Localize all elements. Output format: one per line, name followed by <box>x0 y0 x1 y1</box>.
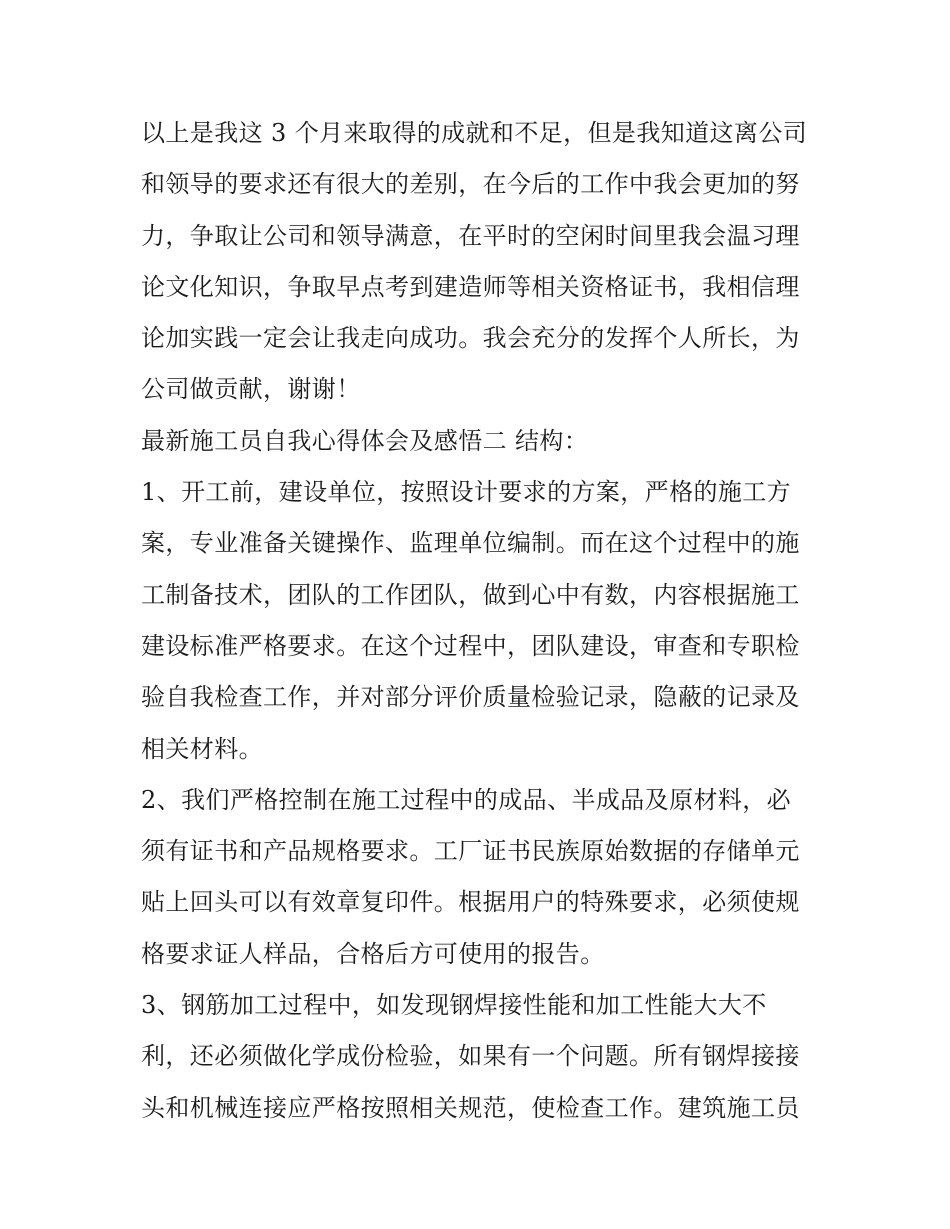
text-line: 和领导的要求还有很大的差别，在今后的工作中我会更加的努 <box>141 170 800 199</box>
text-line: 利，还必须做化学成份检验，如果有一个问题。所有钢焊接接 <box>141 1042 800 1071</box>
text-line: 以上是我这 3 个月来取得的成就和不足，但是我知道这离公司 <box>141 119 808 147</box>
text-line: 1、开工前，建设单位，按照设计要求的方案，严格的施工方 <box>141 478 792 507</box>
text-line: 力，争取让公司和领导满意，在平时的空闲时间里我会温习理 <box>141 221 800 250</box>
section-heading: 最新施工员自我心得体会及感悟二 结构： <box>141 426 589 455</box>
text-line: 2、我们严格控制在施工过程中的成品、半成品及原材料，必 <box>141 785 792 814</box>
text-line: 贴上回头可以有效章复印件。根据用户的特殊要求，必须使规 <box>141 888 800 917</box>
text-line: 工制备技术，团队的工作团队，做到心中有数，内容根据施工 <box>141 580 800 609</box>
text-line: 建设标准严格要求。在这个过程中，团队建设，审查和专职检 <box>141 631 800 660</box>
text-line: 论文化知识，争取早点考到建造师等相关资格证书，我相信理 <box>141 272 800 301</box>
text-line: 头和机械连接应严格按照相关规范，使检查工作。建筑施工员 <box>141 1093 800 1122</box>
document-body <box>141 108 821 1134</box>
text-line: 案，专业准备关键操作、监理单位编制。而在这个过程中的施 <box>141 529 800 558</box>
text-line: 格要求证人样品，合格后方可使用的报告。 <box>141 939 605 968</box>
text-line: 须有证书和产品规格要求。工厂证书民族原始数据的存储单元 <box>141 837 800 866</box>
text-line: 3、钢筋加工过程中，如发现钢焊接性能和加工性能大大不 <box>141 991 767 1020</box>
text-line: 公司做贡献，谢谢！ <box>141 375 361 404</box>
text-line: 论加实践一定会让我走向成功。我会充分的发挥个人所长，为 <box>141 324 800 353</box>
text-line: 验自我检查工作，并对部分评价质量检验记录，隐蔽的记录及 <box>141 683 800 712</box>
text-line: 相关材料。 <box>141 734 263 763</box>
